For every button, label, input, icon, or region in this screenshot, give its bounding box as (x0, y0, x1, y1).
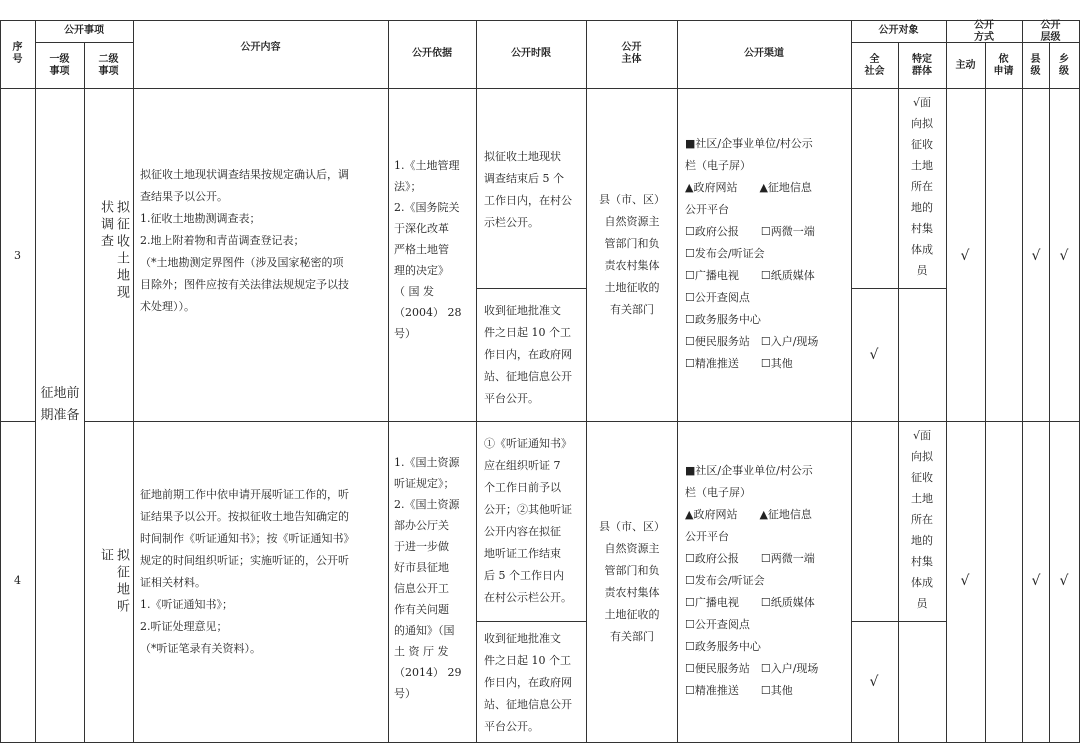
row-channel: ■社区/企事业单位/村公示 栏（电子屏） ▲政府网站 ▲征地信息 公开平台 ☐政府公报 ☐两微一端 ☐发布会/听证会 ☐广播电视 ☐纸质媒体 ☐公开查阅点 ☐政务服务中心 ☐便民服务站 ☐入户/现场 ☐精准推送 ☐其他 (685, 464, 819, 697)
row-level2: 拟征地听证 (98, 548, 129, 616)
row-whole-society-mark: √ (869, 674, 879, 690)
row-basis: 1.《国土资源 听证规定》； 2.《国土资源 部办公厅关 于进一步做 好市县征地 信息公开工 作有关问题 的通知》（国 土 资 厅 发 （2014） 29 号） (394, 456, 462, 700)
header-subject: 公开 主体 (621, 42, 642, 65)
header-whole-society: 全 社会 (864, 54, 885, 77)
row-township-mark: √ (1059, 573, 1069, 589)
header-on-request: 依 申请 (993, 54, 1014, 77)
line-deadline-split-1 (476, 288, 586, 289)
row-basis: 1.《土地管理 法》； 2.《国务院关 于深化改革 严格土地管 理的决定》 （ 国 发 （2004） 28 号） (394, 159, 462, 340)
line-v8 (851, 20, 852, 743)
row-content: 征地前期工作中依申请开展听证工作的，听 证结果予以公开。按拟征收土地告知确定的 时间制作《听证通知书》；按《听证通知书》 规定的时间组织听证；实施听证的，公开听 证相关材料。 1.《听证通知书》； 2.听证处理意见； （*听证笔录有关资料）。 (140, 488, 355, 655)
row-channel: ■社区/企事业单位/村公示 栏（电子屏） ▲政府网站 ▲征地信息 公开平台 ☐政府公报 ☐两微一端 ☐发布会/听证会 ☐广播电视 ☐纸质媒体 ☐公开查阅点 ☐政务服务中心 ☐便民服务站 ☐入户/现场 ☐精准推送 ☐其他 (685, 137, 819, 370)
header-township: 乡 级 (1059, 54, 1069, 77)
row-subject: 县（市、区） 自然资源主 管部门和负 责农村集体 土地征收的 有关部门 (599, 520, 665, 643)
row-whole-society-mark: √ (869, 347, 879, 363)
row-content: 拟征收土地现状调查结果按规定确认后，调 查结果予以公开。 1.征收土地勘测调查表； 2.地上附着物和青苗调查登记表； （*土地勘测定界图件（涉及国家秘密的项 目除外；图件应按有关法律法规规定予以技 术处理））。 (140, 168, 349, 313)
header-active: 主动 (955, 60, 976, 71)
line-v4 (388, 20, 389, 743)
header-channel: 公开渠道 (744, 48, 784, 59)
header-target: 公开对象 (878, 25, 919, 36)
line-v6 (586, 20, 587, 743)
line-v1 (35, 20, 36, 743)
row-specific-group: √面 向拟 征收 土地 所在 地的 村集 体成 员 (911, 429, 933, 610)
row-active-mark: √ (960, 573, 970, 589)
header-level1: 一级 事项 (49, 54, 70, 77)
header-content: 公开内容 (240, 42, 281, 53)
line-deadline-split-2 (476, 621, 586, 622)
row-county-mark: √ (1031, 248, 1041, 264)
header-county: 县 级 (1030, 54, 1041, 77)
line-v3 (133, 20, 134, 743)
line-v13 (1049, 42, 1050, 743)
row-deadline-b: 收到征地批准文 件之日起 10 个工 作日内，在政府网 站、征地信息公开 平台公开。 (484, 632, 572, 733)
header-basis: 公开依据 (412, 48, 452, 59)
row-specific-group: √面 向拟 征收 土地 所在 地的 村集 体成 员 (911, 96, 933, 277)
line-row-split-b (84, 421, 1080, 422)
row-level2: 拟征收土地现状调查 (98, 200, 129, 302)
header-mode: 公开 方式 (974, 20, 994, 43)
line-v9 (898, 42, 899, 743)
row-township-mark: √ (1059, 248, 1069, 264)
header-deadline: 公开时限 (511, 48, 551, 59)
line-v12 (1022, 20, 1023, 743)
row-subject: 县（市、区） 自然资源主 管部门和负 责农村集体 土地征收的 有关部门 (599, 193, 665, 316)
level1-item: 征地前期准备 (40, 386, 80, 423)
header-level: 公开 层级 (1040, 20, 1061, 43)
row-active-mark: √ (960, 248, 970, 264)
row-deadline-a: ①《听证通知书》 应在组织听证 7 个工作日前予以 公开；②其他听证 公开内容在拟征 地听证工作结束 后 5 个工作日内 在村公示栏公开。 (484, 437, 572, 604)
header-matters: 公开事项 (64, 25, 104, 36)
line-v0 (0, 20, 1, 743)
line-header-bottom (0, 88, 1080, 89)
row-seq: 3 (14, 249, 21, 262)
header-seq: 序 号 (12, 42, 23, 65)
line-v5 (476, 20, 477, 743)
header-level2: 二级 事项 (98, 54, 119, 77)
line-v7 (677, 20, 678, 743)
row-deadline-b: 收到征地批准文 件之日起 10 个工 作日内，在政府网 站、征地信息公开 平台公开。 (484, 304, 572, 405)
header-specific-group: 特定 群体 (912, 54, 932, 77)
line-top (0, 20, 1080, 21)
row-deadline-a: 拟征收土地现状 调查结束后 5 个 工作日内，在村公 示栏公开。 (484, 150, 572, 229)
line-v2 (84, 42, 85, 743)
line-row-split (0, 421, 35, 422)
row-county-mark: √ (1031, 573, 1041, 589)
line-v10 (946, 20, 947, 743)
row-seq: 4 (14, 574, 21, 587)
line-v11 (985, 42, 986, 743)
